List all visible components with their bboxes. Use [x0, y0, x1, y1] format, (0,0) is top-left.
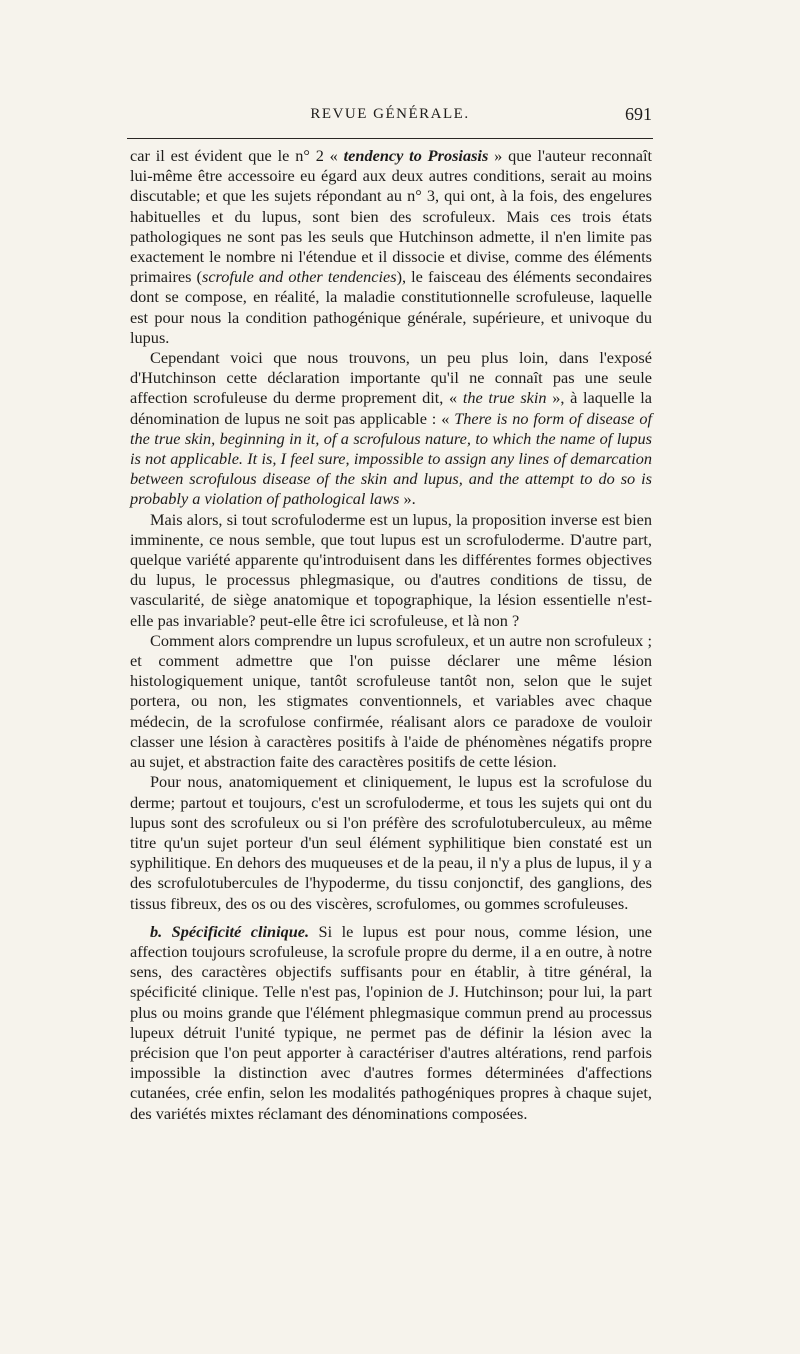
- paragraph: [130, 146, 652, 348]
- paragraph-text: Cependant voici que nous trouvons, un peu plus loin, dans l'exposé d'Hutchinson cette déclaration importante qu'il ne connaît pas une seule affection scrofuleuse du derme proprement dit, «: [130, 348, 652, 408]
- italic-text: the true skin: [462, 388, 547, 408]
- paragraph-text: Pour nous, anatomiquement et cliniquement, le lupus est la scrofulose du derme; partout et toujours, c'est un scrofuloderme, et tous les sujets qui ont du lupus sont des scrofuleux ou si l'on préfère des scrofulotuberculeux, au même titre qu'un sujet porteur d'un seul élément syphilitique bien constaté est un syphilitique. En dehors des muqueuses et de la peau, il n'y a plus de lupus, il y a des scrofulotubercules de l'hypoderme, du tissu conjonctif, des ganglions, des tissus fibreux, des os ou des viscères, scrofulomes, ou gommes scrofuleuses.: [130, 772, 652, 913]
- body-text: [130, 146, 652, 1124]
- bold-italic-text: b. Spécificité clinique.: [150, 921, 310, 941]
- italic-text: scrofule and other tendencies: [201, 267, 397, 287]
- paragraph-text: Mais alors, si tout scrofuloderme est un lupus, la proposition inverse est bien imminente, ce nous semble, que tout lupus est un scrofuloderme. D'autre part, quelque variété apparente qu'introduisent dans les différentes formes objectives du lupus, le processus phlegmasique, ou d'autres conditions de tissu, de vascularité, de siège anatomique et topographique, la lésion essentielle n'est-elle pas invariable? peut-elle être ici scrofuleuse, et là non ?: [130, 509, 652, 630]
- page-number: 691: [625, 104, 652, 124]
- paragraph-text: ), le faisceau des éléments secondaires dont se compose, en réalité, la maladie constitutionnelle scrofuleuse, laquelle est pour nous la condition pathogénique générale, supérieure, et univoque du lupus.: [130, 267, 653, 347]
- paragraph-text: ».: [399, 489, 416, 509]
- bold-italic-text: tendency to Prosiasis: [343, 146, 489, 165]
- header-rule: [127, 138, 653, 139]
- paragraph: [130, 772, 652, 913]
- paragraph: [130, 922, 652, 1124]
- paragraph: [130, 348, 652, 510]
- running-header-title: REVUE GÉNÉRALE.: [310, 106, 470, 122]
- paragraph-text: » que l'auteur reconnaît lui-même être accessoire eu égard aux deux autres conditions, serait au moins discutable; et que les sujets répondant au n° 3, qui ont, à la fois, des engelures habituelles et du lupus, sont bien des scrofuleux. Mais ces trois états pathologiques ne sont pas les seuls que Hutchinson admette, il n'en limite pas exactement le nombre ni l'étendue et il dissocie et divise, comme des éléments primaires (: [130, 146, 652, 287]
- running-header: [130, 106, 650, 130]
- italic-text: There is no form of disease of the true skin, beginning in it, of a scrofulous nature, to which the name of lupus is not applicable. It is, I feel sure, impossible to assign any lines of demarcation between scrofulous disease of the skin and lupus, and the attempt to do so is probably a violation of pathological laws: [130, 408, 653, 509]
- paragraph: [130, 510, 652, 631]
- paragraph-text: », à laquelle la dénomination de lupus ne soit pas applicable : «: [130, 388, 652, 428]
- paragraph: [130, 631, 652, 772]
- paragraph-text: car il est évident que le n° 2 «: [130, 146, 344, 165]
- paragraph-text: Comment alors comprendre un lupus scrofuleux, et un autre non scrofuleux ; et comment admettre que l'on puisse déclarer une même lésion histologiquement unique, tantôt scrofuleuse tantôt non, selon que le sujet portera, ou non, les stigmates conventionnels, et variables avec chaque médecin, de la scrofulose confirmée, réalisant alors ce paradoxe de vouloir classer une lésion à caractères positifs à l'aide de phénomènes négatifs propre au sujet, et abstraction faite des caractères positifs de cette lésion.: [130, 630, 652, 772]
- paragraph-text: Si le lupus est pour nous, comme lésion, une affection toujours scrofuleuse, la scrofule propre du derme, il a en outre, à notre sens, des caractères objectifs suffisants pour en établir, à titre général, la spécificité clinique. Telle n'est pas, l'opinion de J. Hutchinson; pour lui, la part plus ou moins grande que l'élément phlegmasique commun prend au processus lupeux détruit l'unité typique, ne permet pas de définir la lésion avec la précision que l'on peut apporter à caractériser d'autres altérations, rend parfois impossible la distinction avec d'autres formes déterminées d'affections cutanées, crée enfin, selon les modalités pathogéniques propres à chaque sujet, des variétés mixtes réclamant des dénominations composées.: [130, 921, 652, 1123]
